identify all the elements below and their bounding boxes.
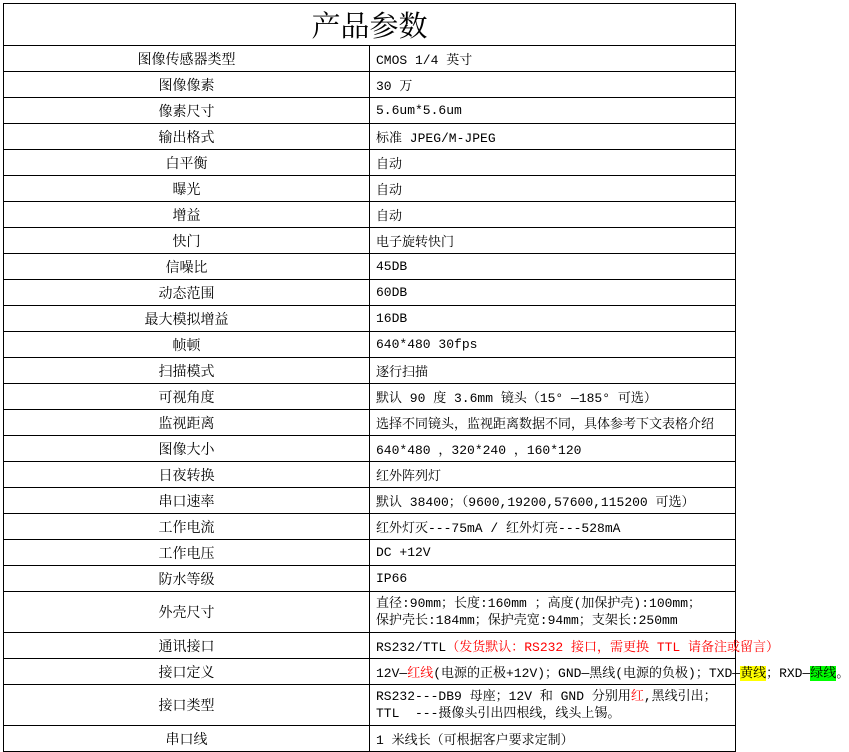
spec-label: 快门 bbox=[4, 228, 370, 254]
spec-label: 白平衡 bbox=[4, 150, 370, 176]
spec-row-housing bbox=[4, 592, 736, 633]
iftype-red-word: 红 bbox=[630, 689, 644, 704]
spec-label: 通讯接口 bbox=[4, 633, 370, 659]
spec-value: 自动 bbox=[370, 202, 736, 228]
page-title: 产品参数 bbox=[4, 4, 736, 46]
spec-value: 30 万 bbox=[370, 72, 736, 98]
spec-table bbox=[3, 3, 849, 752]
pinout-part-2: (电源的正极+12V)；GND—黑线(电源的负极)；TXD— bbox=[433, 666, 741, 681]
spec-label: 帧顿 bbox=[4, 332, 370, 358]
spec-label: 曝光 bbox=[4, 176, 370, 202]
spec-row bbox=[4, 306, 736, 332]
iftype-line-1b: ,黑线引出； bbox=[643, 689, 717, 704]
spec-label: 图像像素 bbox=[4, 72, 370, 98]
spec-value bbox=[370, 659, 849, 685]
spec-table-body bbox=[4, 4, 849, 752]
spec-value: DC +12V bbox=[370, 540, 736, 566]
spec-row bbox=[4, 280, 736, 306]
spec-value bbox=[370, 685, 736, 726]
iftype-line-2: TTL ---摄像头引出四根线，线头上锡。 bbox=[376, 706, 621, 721]
spec-label: 动态范围 bbox=[4, 280, 370, 306]
spec-label: 图像大小 bbox=[4, 436, 370, 462]
spec-value: 标准 JPEG/M-JPEG bbox=[370, 124, 736, 150]
spec-row bbox=[4, 462, 736, 488]
comm-value: RS232/TTL bbox=[376, 640, 447, 655]
spec-value bbox=[370, 592, 736, 633]
spec-label: 外壳尺寸 bbox=[4, 592, 370, 633]
comm-note: （发货默认：RS232 接口，需更换 TTL 请备注或留言） bbox=[446, 640, 780, 655]
title-row bbox=[4, 4, 736, 46]
spec-row bbox=[4, 254, 736, 280]
spec-label: 接口类型 bbox=[4, 685, 370, 726]
spec-label: 最大模拟增益 bbox=[4, 306, 370, 332]
spec-row-iftype bbox=[4, 685, 736, 726]
spec-row bbox=[4, 176, 736, 202]
spec-value: 选择不同镜头，监视距离数据不同，具体参考下文表格介绍 bbox=[370, 410, 736, 436]
spec-row bbox=[4, 46, 736, 72]
spec-label: 信噪比 bbox=[4, 254, 370, 280]
spec-value: 默认 38400；（9600,19200,57600,115200 可选） bbox=[370, 488, 736, 514]
spec-label: 工作电压 bbox=[4, 540, 370, 566]
spec-value: CMOS 1/4 英寸 bbox=[370, 46, 736, 72]
housing-line-1: 直径:90mm；长度:160mm ；高度(加保护壳):100mm； bbox=[376, 596, 702, 611]
spec-row bbox=[4, 72, 736, 98]
spec-value: 60DB bbox=[370, 280, 736, 306]
yellow-wire-label: 黄线 bbox=[740, 666, 767, 681]
spec-label: 图像传感器类型 bbox=[4, 46, 370, 72]
spec-label: 可视角度 bbox=[4, 384, 370, 410]
spec-label: 串口速率 bbox=[4, 488, 370, 514]
spec-row bbox=[4, 150, 736, 176]
spec-value: 红外阵列灯 bbox=[370, 462, 736, 488]
spec-row bbox=[4, 228, 736, 254]
spec-label: 工作电流 bbox=[4, 514, 370, 540]
housing-line-2: 保护壳长:184mm；保护壳宽:94mm；支架长:250mm bbox=[376, 613, 678, 628]
spec-label: 日夜转换 bbox=[4, 462, 370, 488]
spec-row bbox=[4, 514, 736, 540]
spec-label: 扫描模式 bbox=[4, 358, 370, 384]
spec-label: 像素尺寸 bbox=[4, 98, 370, 124]
spec-label: 防水等级 bbox=[4, 566, 370, 592]
spec-row-comm bbox=[4, 633, 736, 659]
spec-value: 自动 bbox=[370, 176, 736, 202]
spec-label: 串口线 bbox=[4, 726, 370, 752]
iftype-line-1a: RS232---DB9 母座；12V 和 GND 分别用 bbox=[376, 689, 631, 704]
spec-value: 红外灯灭---75mA / 红外灯亮---528mA bbox=[370, 514, 736, 540]
spec-row bbox=[4, 332, 736, 358]
spec-row bbox=[4, 384, 736, 410]
pinout-part-3: ；RXD— bbox=[766, 666, 811, 681]
spec-row bbox=[4, 410, 736, 436]
spec-row bbox=[4, 488, 736, 514]
spec-row-cable bbox=[4, 726, 736, 752]
spec-value: 16DB bbox=[370, 306, 736, 332]
spec-label: 接口定义 bbox=[4, 659, 370, 685]
spec-value: 640*480 ，320*240 ，160*120 bbox=[370, 436, 736, 462]
spec-label: 增益 bbox=[4, 202, 370, 228]
spec-value: 640*480 30fps bbox=[370, 332, 736, 358]
spec-row-pinout bbox=[4, 659, 736, 685]
spec-row bbox=[4, 436, 736, 462]
spec-value: 45DB bbox=[370, 254, 736, 280]
spec-value: IP66 bbox=[370, 566, 736, 592]
green-wire-label: 绿线 bbox=[810, 666, 837, 681]
spec-label: 输出格式 bbox=[4, 124, 370, 150]
iftype-line-1 bbox=[376, 688, 729, 705]
red-wire-label: 红线 bbox=[407, 666, 434, 681]
pinout-part-1: 12V— bbox=[376, 666, 408, 681]
spec-value: 电子旋转快门 bbox=[370, 228, 736, 254]
spec-value: 自动 bbox=[370, 150, 736, 176]
spec-row bbox=[4, 566, 736, 592]
spec-value: 5.6um*5.6um bbox=[370, 98, 736, 124]
spec-value bbox=[370, 633, 780, 659]
spec-label: 监视距离 bbox=[4, 410, 370, 436]
pinout-part-4: 。 bbox=[836, 666, 849, 681]
spec-row bbox=[4, 124, 736, 150]
spec-value: 逐行扫描 bbox=[370, 358, 736, 384]
spec-value: 1 米线长（可根据客户要求定制） bbox=[370, 726, 736, 752]
spec-value: 默认 90 度 3.6mm 镜头（15° —185° 可选） bbox=[370, 384, 736, 410]
spec-row bbox=[4, 98, 736, 124]
spec-row bbox=[4, 540, 736, 566]
spec-row bbox=[4, 202, 736, 228]
spec-row bbox=[4, 358, 736, 384]
